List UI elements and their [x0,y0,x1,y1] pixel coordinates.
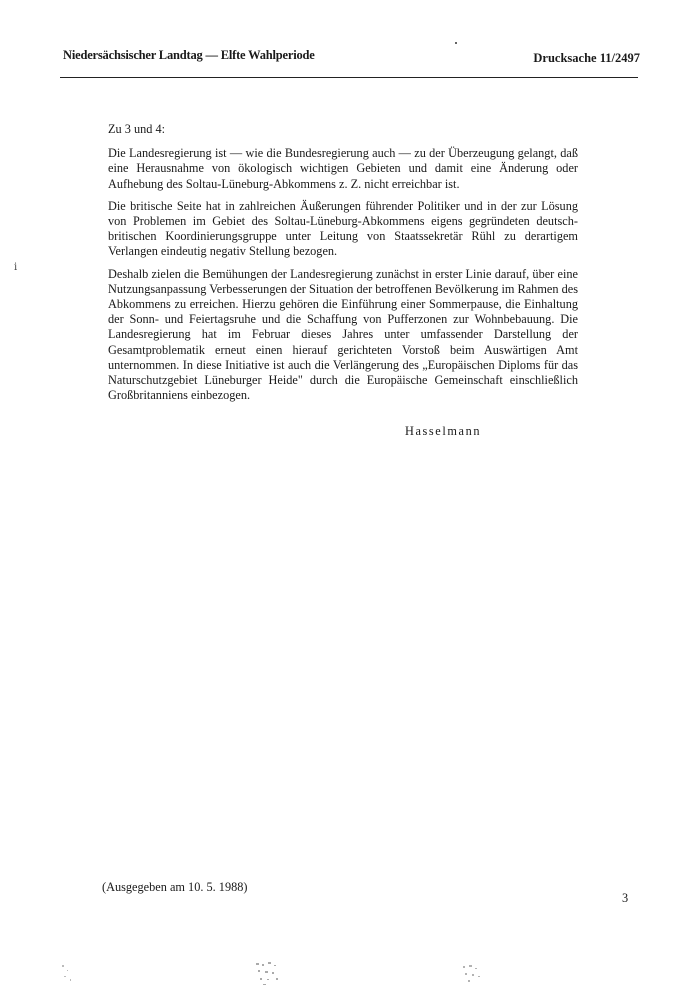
section-heading: Zu 3 und 4: [108,122,166,136]
paragraph: Die Landesregierung ist — wie die Bundesregierung auch — zu der Überzeugung gelangt, daß eine Herausnahme von ökologisch wichtigen Gebieten und damit eine Änderung oder Aufhebung des Soltau-Lüneburg-Abkommens z. Z. nicht erreichbar ist. [108,146,578,191]
margin-mark: ⅰ [14,262,18,273]
header-rule [60,77,638,78]
header-title: Niedersächsischer Landtag — Elfte Wahlperiode [63,48,315,62]
scan-speck [455,42,457,44]
page-number: 3 [622,891,629,905]
scan-noise [252,960,286,988]
signature: Hasselmann [405,424,482,438]
issue-date: (Ausgegeben am 10. 5. 1988) [102,880,248,894]
paragraph: Deshalb zielen die Bemühungen der Landesregierung zunächst in erster Linie darauf, über eine Nutzungsanpassung Verbesserungen der Situation der betroffenen Bevölkerung im Rahmen des Abkommens zu erreichen. Hierzu gehören die Einführung einer Sommerpause, die Einhaltung der Sonn- und Feiertagsruhe und die Schaffung von Pufferzonen zur Wohnbebauung. Die Landesregierung hat im Februar dieses Jahres unter umfassender Darstellung der Gesamtproblematik erneut einen hierauf gerichteten Vorstoß beim Auswärtigen Amt unternommen. In diese Initiative ist auch die Verlängerung des „Europäischen Diploms für das Naturschutzgebiet Lüneburger Heide" durch die Europäische Gemeinschaft einschließlich Großbritanniens einbezogen. [108,266,578,403]
scan-noise [60,962,80,984]
paragraph: Die britische Seite hat in zahlreichen Äußerungen führender Politiker und in der zur Lösung von Problemen im Gebiet des Soltau-Lüneburg-Abkommens eigens gegründeten deutsch-britischen Koordinierungsgruppe unter Leitung von Staatssekretär Rühl zu derartigem Verlangen eindeutig negativ Stellung bezogen. [108,198,578,259]
document-body [108,122,578,410]
scan-noise [460,962,486,986]
document-number: Drucksache 11/2497 [533,51,640,65]
